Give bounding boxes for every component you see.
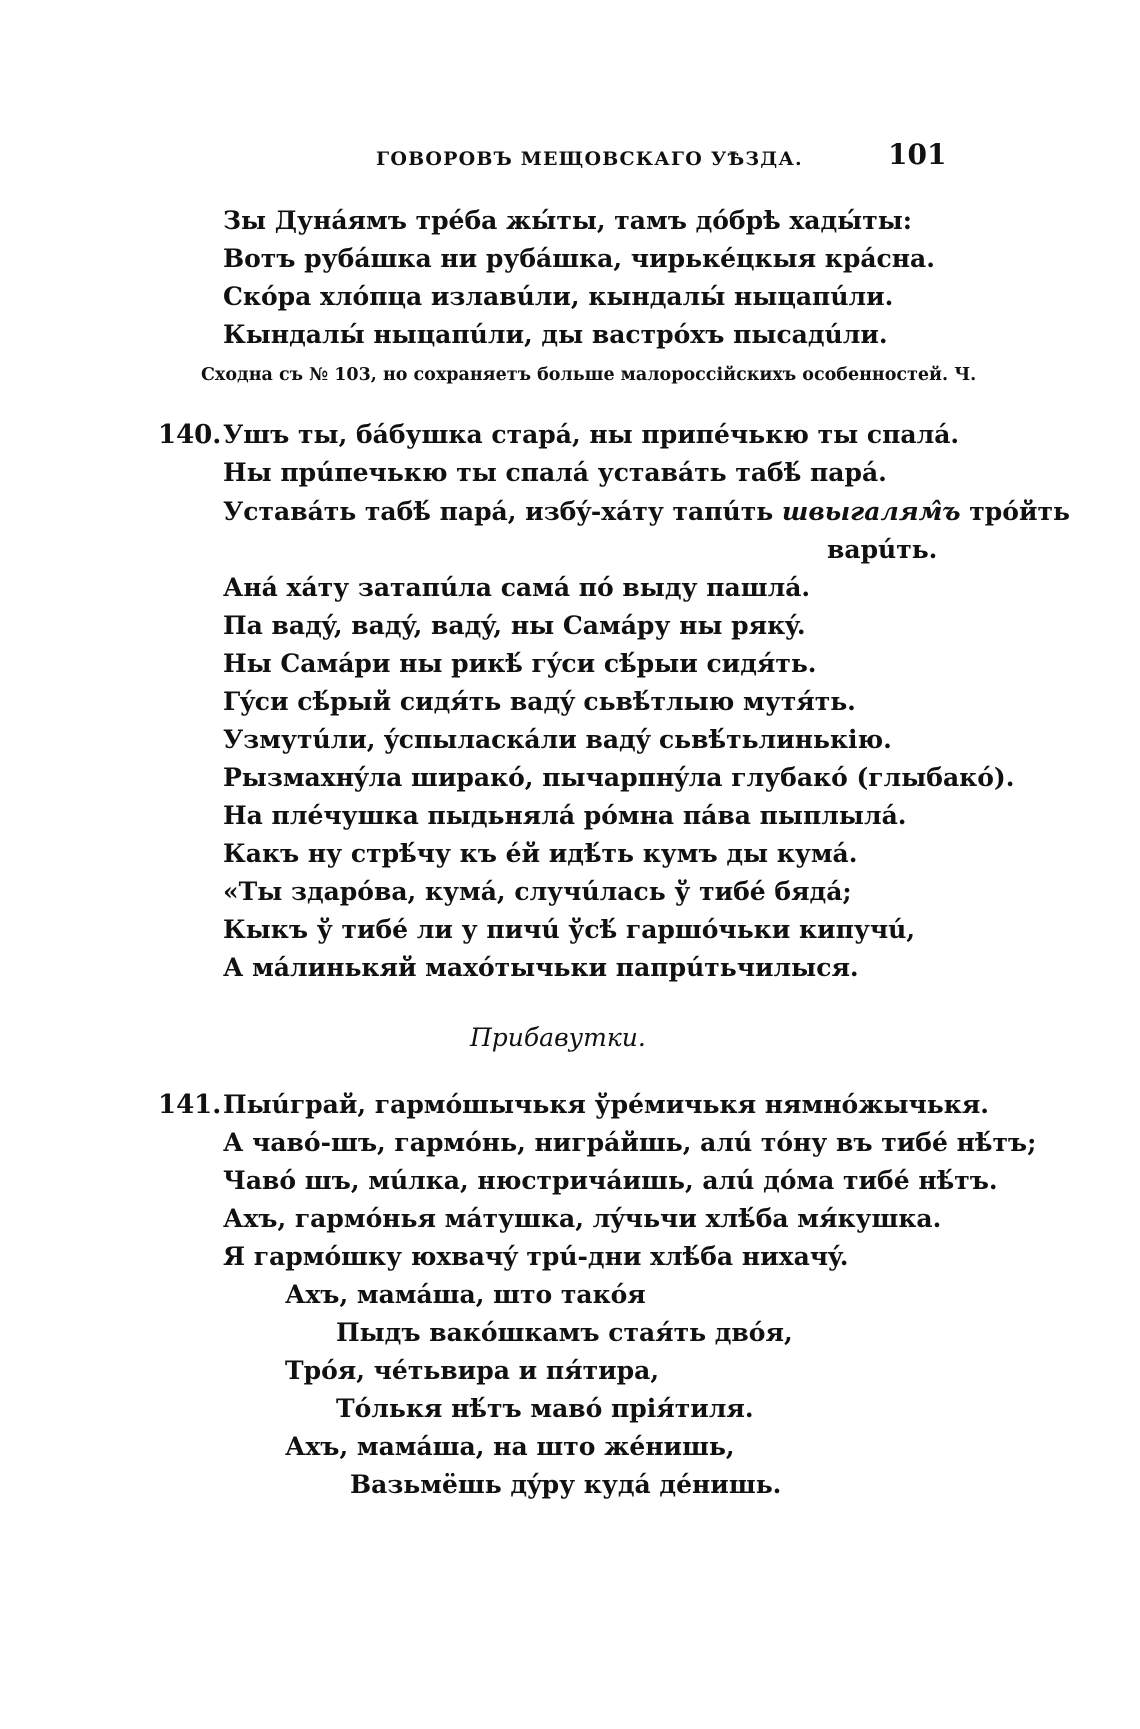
stanza-line: Трóя, чéтьвира и пя́тира, xyxy=(285,1356,660,1385)
verse-line: Зы Дунáямъ трéба жы́ты, тамъ дóбрѣ хады́ты: xyxy=(223,206,912,235)
verse-line: Ны Самáри ны рикѣ́ гýси сѣ́рыи сидя́ть. xyxy=(223,649,817,678)
song-number: 141. xyxy=(158,1090,222,1120)
stanza-line: Вазьмёшь дýру кудá дéнишь. xyxy=(350,1470,782,1499)
song-number: 140. xyxy=(158,420,222,450)
verse-line-continuation: варúть. xyxy=(827,535,938,564)
editorial-note: Сходна съ № 103, но сохраняетъ больше малороссійскихъ особенностей. Ч. xyxy=(201,365,977,385)
verse-line-part: Уставáть табѣ́ парá, избý-хáту тапúть xyxy=(223,497,782,526)
stanza-line: Пыдъ вакóшкамъ стая́ть двóя, xyxy=(336,1318,793,1347)
verse-line: Пыúграй, гармóшычькя ўрéмичькя нямнóжычькя. xyxy=(223,1090,990,1119)
verse-line: Кындалы́ ныцапúли, ды вастрóхъ пысадúли. xyxy=(223,320,888,349)
page-number: 101 xyxy=(888,138,947,171)
verse-line: Рызмахнýла ширакó, пычарпнýла глубакó (глыбакó). xyxy=(223,763,1015,792)
verse-line: Ны прúпечькю ты спалá уставáть табѣ́ парá. xyxy=(223,458,887,487)
verse-line: «Ты здарóва, кумá, случúлась ў тибé бядá; xyxy=(223,877,852,906)
verse-line: А чавó-шъ, гармóнь, нигрáйшь, алú тóну въ тибé нѣ́тъ; xyxy=(223,1128,1037,1157)
section-heading: Прибавутки. xyxy=(470,1023,646,1052)
verse-line: Гýси сѣ́рый сидя́ть вадý сьвѣ́тлыю мутя́ть. xyxy=(223,687,856,716)
stanza-line: Тóлькя нѣ́тъ мавó прія́тиля. xyxy=(336,1394,754,1423)
verse-line: Чавó шъ, мúлка, нюстричáишь, алú дóма тибé нѣ́тъ. xyxy=(223,1166,998,1195)
verse-line: Какъ ну стрѣ́чу къ éй идѣ́ть кумъ ды кумá. xyxy=(223,839,858,868)
verse-line: Кыкъ ў тибé ли у пичú ўсѣ́ гаршóчьки кипучú, xyxy=(223,915,916,944)
verse-line: Анá хáту затапúла самá пó выду пашлá. xyxy=(223,573,811,602)
verse-line-part: трóйть xyxy=(960,497,1070,526)
verse-line: Скóра хлóпца излавúли, кындалы́ ныцапúли. xyxy=(223,282,894,311)
verse-line: Вотъ рубáшка ни рубáшка, чирькéцкыя крáсна. xyxy=(223,244,935,273)
running-title: ГОВОРОВЪ МЕЩОВСКАГО УѢЗДА. xyxy=(376,148,803,170)
verse-line: Я гармóшку юхвачý трú-дни хлѣ́ба нихачý. xyxy=(223,1242,849,1271)
verse-line xyxy=(223,497,1070,527)
verse-line: Па вадý, вадý, вадý, ны Самáру ны рякý. xyxy=(223,611,806,640)
verse-line: Ахъ, гармóнья мáтушка, лýчьчи хлѣ́ба мя́кушка. xyxy=(223,1204,942,1233)
stanza-line: Ахъ, мамáша, што такóя xyxy=(285,1280,646,1309)
verse-line: Ушъ ты, бáбушка старá, ны припéчькю ты спалá. xyxy=(223,420,960,449)
stanza-line: Ахъ, мамáша, на што жéнишь, xyxy=(285,1432,735,1461)
verse-line: Узмутúли, ýспыласкáли вадý сьвѣ́тьлинькію. xyxy=(223,725,892,754)
verse-line: На плéчушка пыдьнялá рóмна пáва пыплылá. xyxy=(223,801,907,830)
italic-word: швыгалям̂ъ xyxy=(781,497,961,526)
verse-line: А мáлинькяй махóтычьки папрúтьчилыся. xyxy=(223,953,859,982)
